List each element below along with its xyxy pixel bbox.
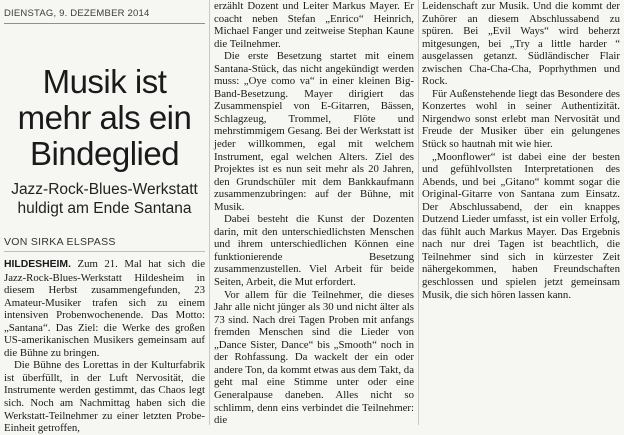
paragraph-text: Zum 21. Mal hat sich die Jazz-Rock-Blues-Werkstatt Hildesheim in diesem Herbst zusammengefunden, 23 Amateur-Musiker trafen sich zu einem intensiven Probenwochenende. Das Motto: „Santana“. Das Ziel: die Werke des großen US-amerikanischen Musikers gemeinsam auf die Bühne zu bringen. [4,258,205,359]
paragraph: Dabei besteht die Kunst der Dozenten darin, mit den unterschiedlichsten Menschen und ihrem unterschiedlichen Können eine funktionierende Besetzung zusammenzustellen. Viel Arbeit für beide Seiten, Arbeit, die Mut erfordert. [214,213,414,289]
subheadline: Jazz-Rock-Blues-Werkstatt huldigt am Ende Santana [11,181,198,217]
issue-dateline: DIENSTAG, 9. DEZEMBER 2014 [4,8,150,19]
paragraph: erzählt Dozent und Leiter Markus Mayer. Er coacht neben Stefan „Enrico“ Heinrich, Michael Fanger und zeitweise Stephan Kaune die Teilnehmer. [214,0,414,50]
column-divider [418,0,419,425]
paragraph: Die Bühne des Lorettas in der Kulturfabrik ist überfüllt, in der Luft Nervosität, die Instrumente werden gestimmt, das Chaos legt sich. Noch am Nachmittag haben sich die Werkstatt-Teilnehmer zu einer letzten Probe-Einheit getroffen, [4,359,205,435]
paragraph: Leidenschaft zur Musik. Und die kommt der Zuhörer an diesem Abschlussabend zu spüren. Bei „Evil Ways“ wird beherzt mitgesungen, bei „Try a little harder “ ausgelassen getanzt. Südländischer Flair zwischen Cha-Cha-Cha, Poprhythmen und Rock. [422,0,620,88]
article-text-column-3 [422,0,620,301]
column-2 [214,0,414,425]
top-rule [4,23,205,24]
byline-rule [4,251,205,252]
headline: Musik ist mehr als ein Bindeglied [17,63,192,172]
byline: VON SIRKA ELSPASS [4,236,116,248]
dateline-place: HILDESHEIM. [4,259,71,270]
article-text-column-1 [4,258,205,435]
paragraph: Für Außenstehende liegt das Besondere des Konzertes wohl in seiner Authentizität. Nirgendwo sonst erlebt man Nervosität und Freude der Musiker über ein gelungenes Stück so hautnah mit wie hier. [422,87,621,151]
paragraph [4,258,205,359]
column-1 [4,0,205,435]
column-divider [209,0,210,425]
paragraph: Die erste Besetzung startet mit einem Santana-Stück, das nicht angekündigt werden muss: „Oye como va“ in einer kleinen Big-Band-Besetzung. Mayer dirigiert das Zusammenspiel von E-Gitarren, Bässen, Schlagzeug, Trommel, Flöte und mehrstimmigem Gesang. Bei der Werkstatt ist jeder willkommen, egal mit welchem Instrument, egal welchen Alters. Ziel des Projektes ist es nun seit mehr als 20 Jahren, den Grundschüler mit dem Bankkaufmann zusammenzubringen: auf der Bühne, mit Musik. [214,50,414,213]
paragraph: Vor allem für die Teilnehmer, die dieses Jahr alle nicht jünger als 30 und nicht älter als 73 sind. Nach drei Tagen Proben mit anfangs fremden Menschen sind die Lieder von „Dance Sister, Dance“ bis „Smooth“ noch in der Rohfassung. Da wackelt der ein oder andere Ton, da kommt etwas aus dem Takt, da geht mal eine Stimme unter oder eine Generalpause daneben. Alles nicht so schlimm, denn eins verbindet die Teilnehmer: die [214,288,414,427]
paragraph: „Moonflower“ ist dabei eine der besten und gefühlvollsten Interpretationen des Abends, und bei „Gitano“ kommt sogar die Original-Gitarre von Santana zum Einsatz. Der Abschlussabend, der ein knappes Dutzend Lieder umfasst, ist ein voller Erfolg, das fühlt auch Markus Mayer. Das Ergebnis nach nur drei Tagen ist beachtlich, die Teilnehmer sind sich in kürzester Zeit nähergekommen, haben Freundschaften geschlossen und spielen jetzt gemeinsam Musik, die sich hören lassen kann. [422,150,620,301]
column-3 [422,0,620,425]
article-text-column-2 [214,0,414,427]
